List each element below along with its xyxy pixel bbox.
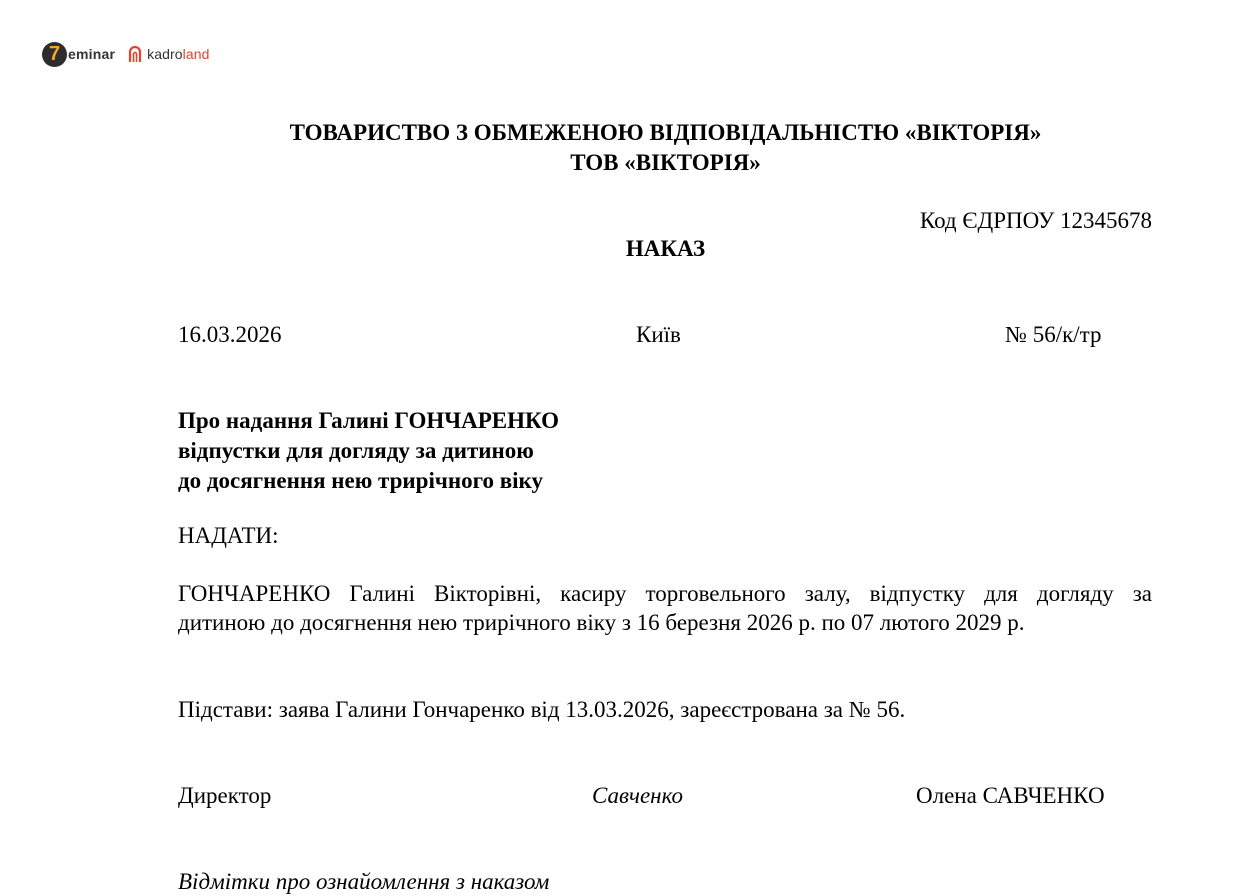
signatory-name: Олена САВЧЕНКО xyxy=(916,783,1105,808)
company-full-name: ТОВАРИСТВО З ОБМЕЖЕНОЮ ВІДПОВІДАЛЬНІСТЮ «ВІКТОРІЯ» xyxy=(289,120,1042,145)
order-subject-line-1: Про надання Галині ГОНЧАРЕНКО xyxy=(178,408,559,433)
edrpou-code: Код ЄДРПОУ 12345678 xyxy=(919,208,1152,233)
order-basis: Підстави: заява Галини Гончаренко від 13.03.2026, зареєстрована за № 56. xyxy=(178,697,906,722)
logo-bar xyxy=(42,40,210,68)
order-subject-line-3: до досягнення нею трирічного віку xyxy=(178,468,543,493)
order-date: 16.03.2026 xyxy=(178,322,282,347)
order-subject-line-2: відпустки для догляду за дитиною xyxy=(178,438,534,463)
order-subject xyxy=(178,406,559,496)
grant-verb: НАДАТИ: xyxy=(178,523,279,548)
seminar-logo-icon xyxy=(42,42,67,67)
order-title: НАКАЗ xyxy=(625,236,706,261)
seminar-logo-digit: 7 xyxy=(48,42,61,65)
order-city: Київ xyxy=(636,322,681,347)
kadroland-logo xyxy=(127,44,209,64)
acquaintance-note: Відмітки про ознайомлення з наказом xyxy=(178,869,550,894)
grant-paragraph-line-2: дитиною до досягнення нею трирічного віку з 16 березня 2026 р. по 07 лютого 2029 р. xyxy=(178,610,1025,635)
kadroland-logo-text-part1: kadro xyxy=(147,46,183,62)
grant-paragraph xyxy=(178,579,1152,637)
grant-paragraph-line-1: ГОНЧАРЕНКО Галині Вікторівні, касиру торговельного залу, відпустку для догляду за xyxy=(178,581,1152,606)
signatory-position: Директор xyxy=(178,783,272,808)
kadroland-logo-icon xyxy=(127,44,143,64)
seminar-logo xyxy=(42,42,115,67)
order-number: № 56/к/тр xyxy=(1005,322,1102,347)
signature: Савченко xyxy=(592,783,683,808)
kadroland-logo-text-part2: land xyxy=(182,46,210,62)
company-short-name: ТОВ «ВІКТОРІЯ» xyxy=(570,150,761,175)
kadroland-logo-text xyxy=(147,46,209,62)
seminar-logo-text: eminar xyxy=(68,46,116,62)
